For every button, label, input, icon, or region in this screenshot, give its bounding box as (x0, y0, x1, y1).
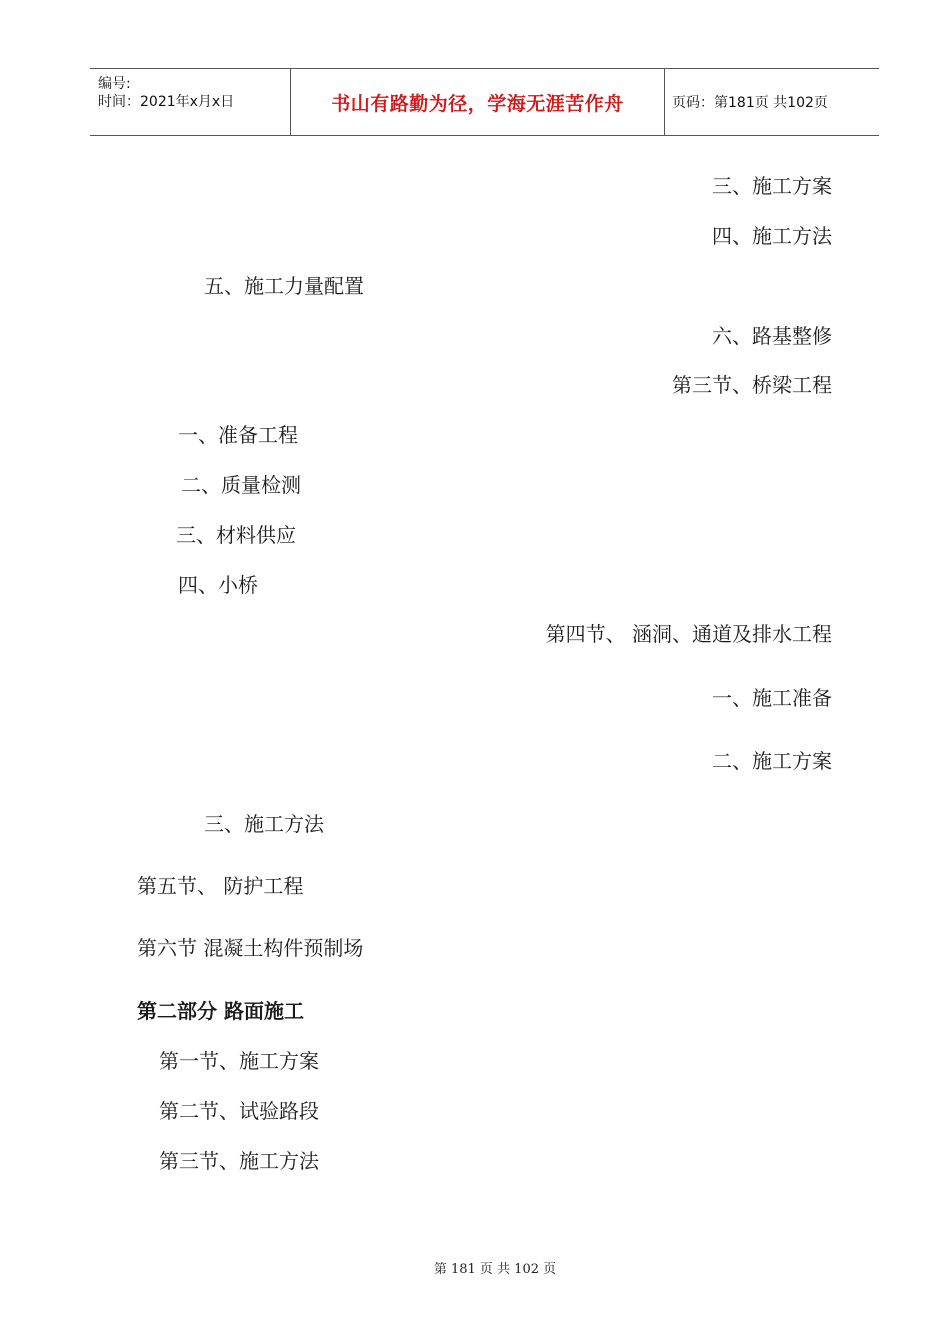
toc-item: 三、施工方案 (712, 174, 832, 198)
toc-item: 第三节、施工方法 (159, 1149, 319, 1173)
toc-item: 六、路基整修 (712, 324, 832, 348)
toc-item: 四、小桥 (178, 573, 258, 597)
toc-item: 一、准备工程 (178, 423, 298, 447)
document-number-label: 编号: (98, 76, 131, 92)
toc-item: 第二节、试验路段 (159, 1099, 319, 1123)
toc-item: 二、施工方案 (712, 749, 832, 773)
toc-section-heading: 第四节、 涵洞、通道及排水工程 (545, 622, 832, 646)
toc-section-heading: 第三节、桥梁工程 (672, 373, 832, 397)
header-page-info: 页码：第181页 共102页 (672, 95, 828, 111)
toc-item: 五、施工力量配置 (204, 274, 364, 298)
toc-part-heading: 第二部分 路面施工 (137, 999, 304, 1023)
toc-section-heading: 第五节、 防护工程 (137, 874, 304, 898)
toc-item: 三、施工方法 (204, 812, 324, 836)
toc-item: 三、材料供应 (176, 523, 296, 547)
page-footer: 第 181 页 共 102 页 (433, 1262, 557, 1277)
header-motto: 书山有路勤为径，学海无涯苦作舟 (331, 92, 624, 115)
toc-item: 二、质量检测 (181, 473, 301, 497)
header-page-cell (664, 69, 879, 135)
header-motto-cell (290, 69, 665, 135)
document-date: 时间：2021年x月x日 (98, 94, 235, 110)
page-header (90, 68, 879, 136)
header-meta (90, 69, 290, 135)
toc-item: 一、施工准备 (712, 686, 832, 710)
toc-item: 第一节、施工方案 (159, 1049, 319, 1073)
toc-item: 四、施工方法 (712, 224, 832, 248)
toc-section-heading: 第六节 混凝土构件预制场 (137, 936, 364, 960)
